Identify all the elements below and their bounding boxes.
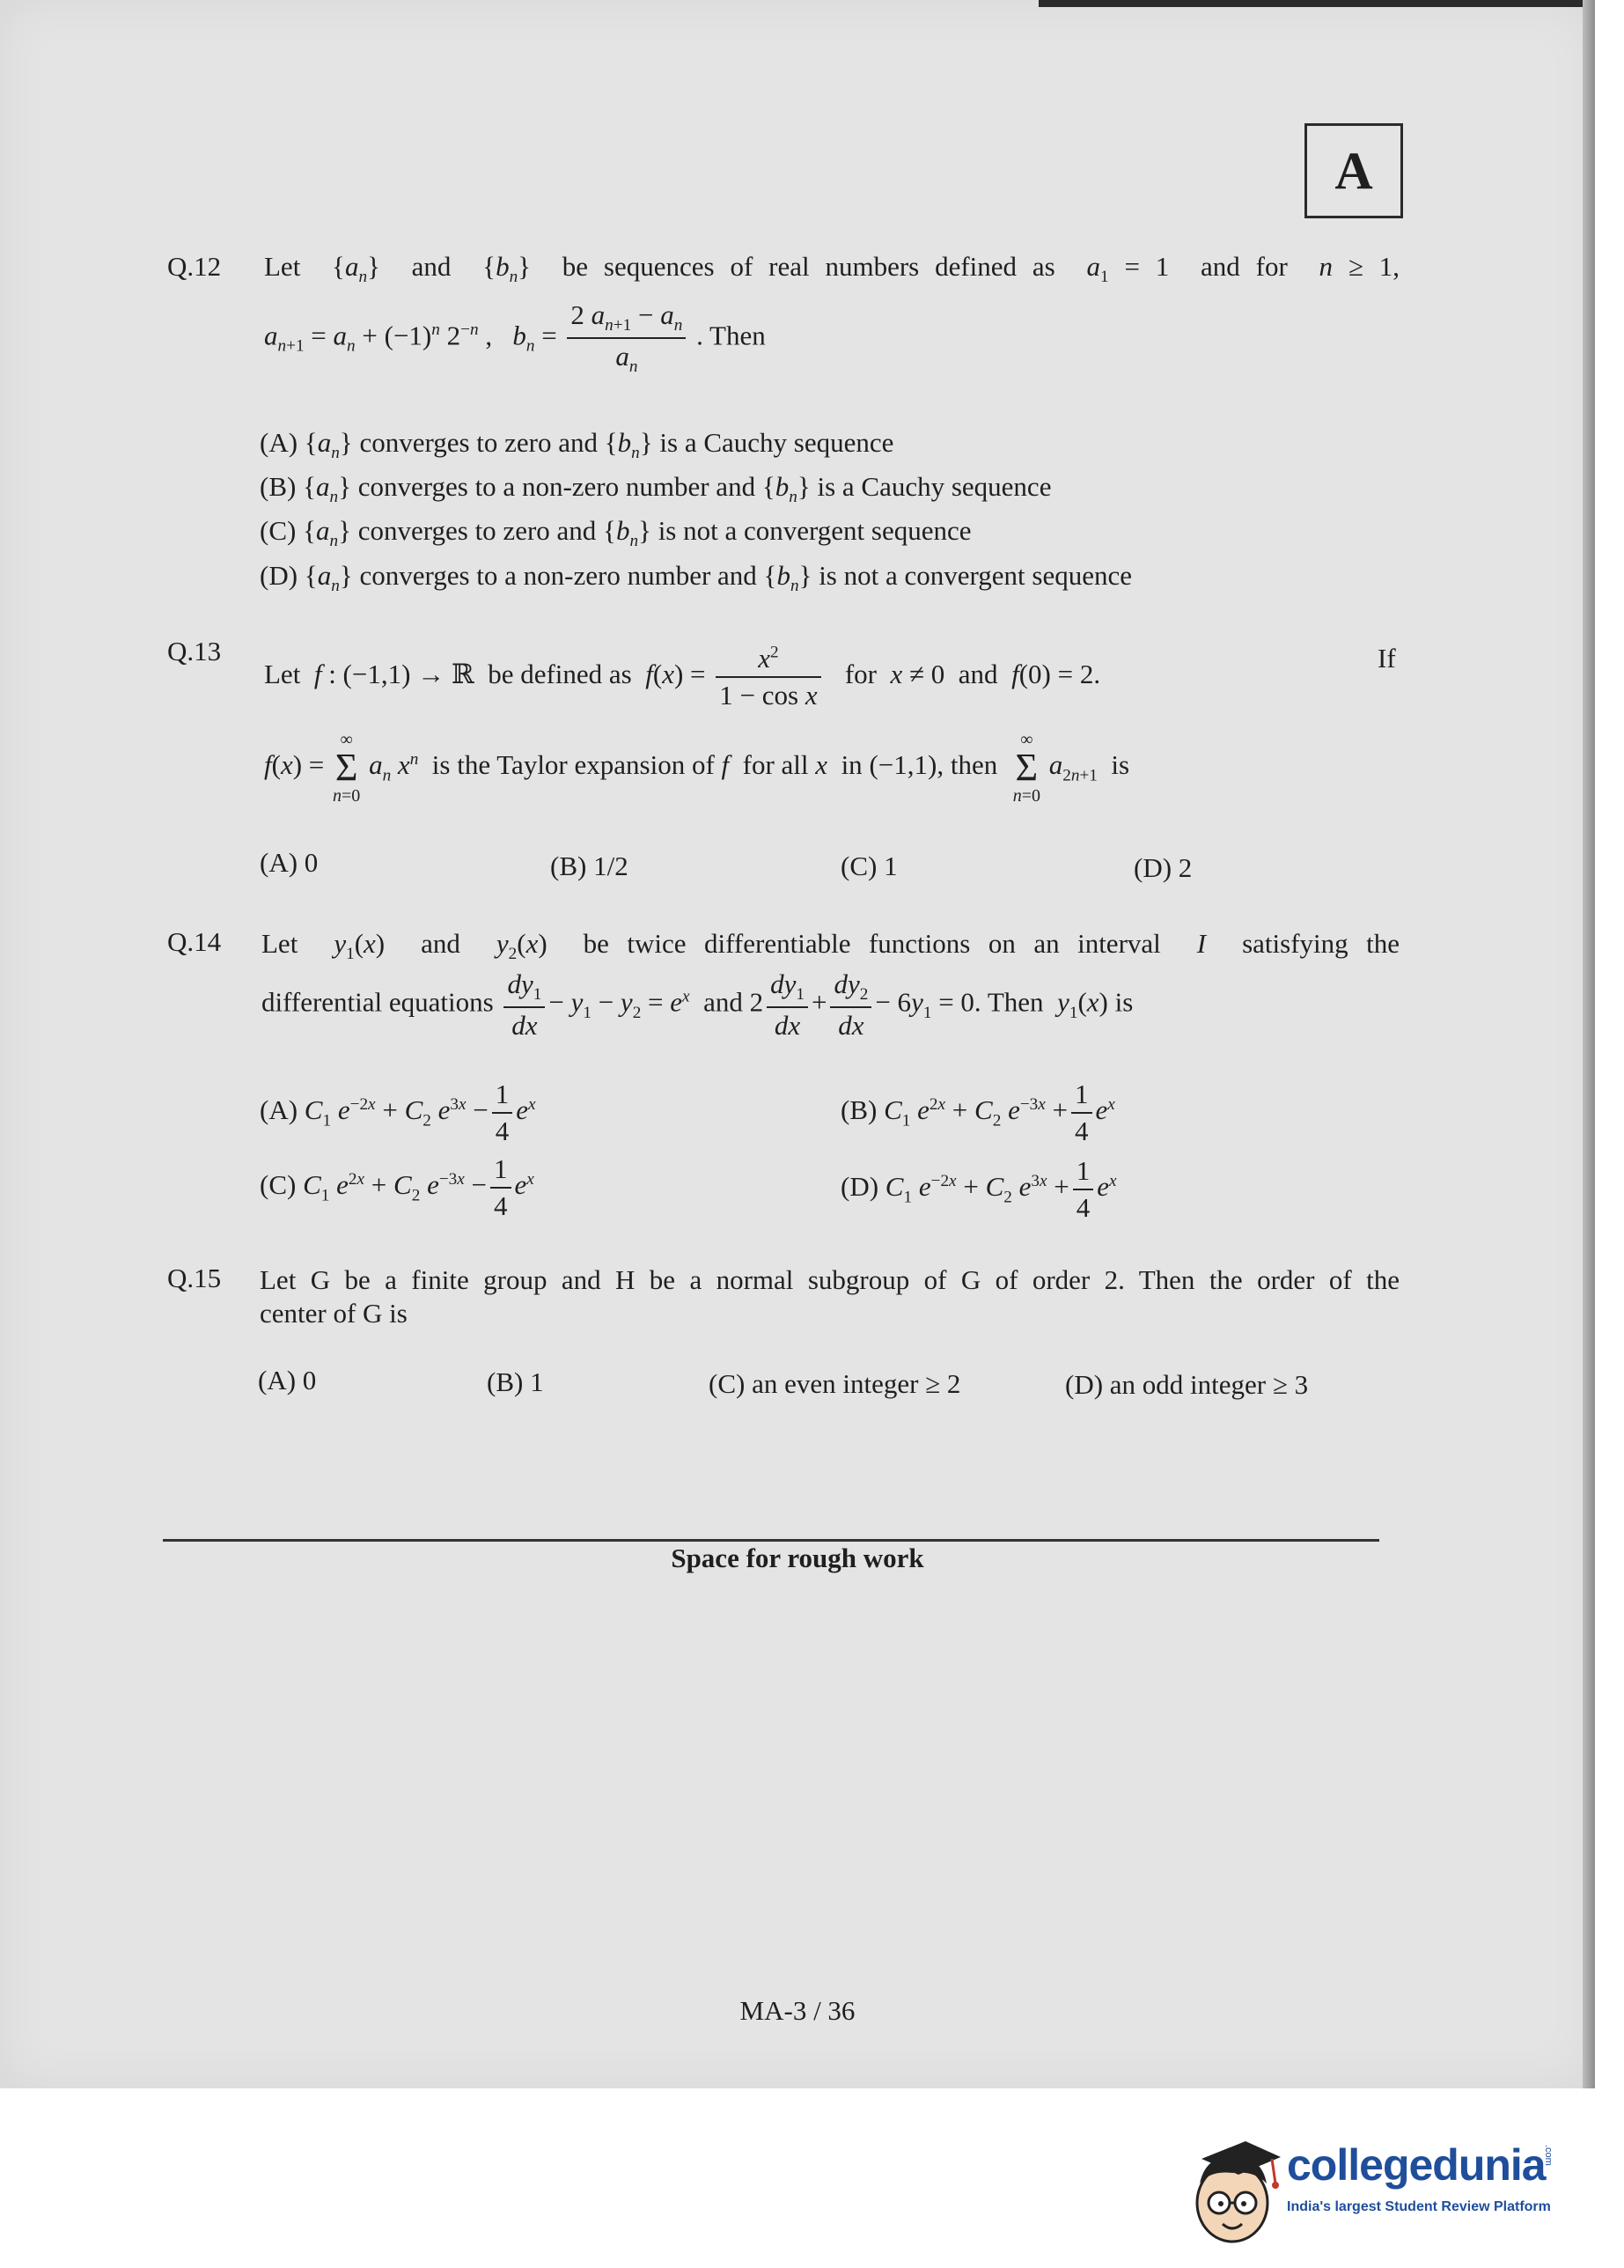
collegedunia-logo <box>1184 2122 1562 2254</box>
page-number: MA-3 / 36 <box>739 1995 856 2026</box>
q13-line1: Let f : (−1,1) → ℝ be defined as f(x) = $\frac{x^2}{\text{1 − cos x}}$ for x ≠ 0 and f(0) = 2. If <box>264 643 1396 711</box>
q14-option-a: (A) $C_1$ $e^{-2x} + C_2$ $e^{3x}$ − $\frac{1}{4}$ $e^x$ <box>260 1079 536 1146</box>
q15-option-c: (C) an even integer ≥ 2 <box>709 1368 961 1399</box>
q13-option-d: (D) 2 <box>1134 852 1193 883</box>
q15-option-a: (A) 0 <box>258 1365 317 1395</box>
q14-option-b: (B) $C_1$ $e^{2x} + C_2$ $e^{-3x}$ + $\frac{1}{4}$ $e^x$ <box>841 1079 1115 1146</box>
rough-work-label: Space for rough work <box>671 1543 924 1573</box>
q13-number: Q.13 <box>167 636 222 666</box>
q15-line2: center of G is <box>260 1298 408 1329</box>
logo-name: collegedunia <box>1287 2140 1546 2190</box>
q14-option-c: (C) $C_1$ $e^{2x} + C_2$ $e^{-3x}$ − $\frac{1}{4}$ $e^x$ <box>260 1153 534 1221</box>
q13-option-a: (A) 0 <box>260 847 319 878</box>
page-right-edge <box>1583 0 1595 2088</box>
q13-option-b: (B) 1/2 <box>550 850 628 881</box>
q12-option-b: (B) $\{a_n\}$ converges to a non-zero number and $\{b_n\}$ is a Cauchy sequence <box>260 471 1052 507</box>
q14-number: Q.14 <box>167 926 222 957</box>
q15-line1: Let G be a finite group and H be a normal subgroup of G of order 2. Then the order of the <box>260 1264 1400 1295</box>
q15-option-d: (D) an odd integer ≥ 3 <box>1065 1369 1309 1400</box>
set-label: A <box>1334 141 1373 200</box>
q13-option-c: (C) 1 <box>841 850 898 881</box>
rough-work-divider <box>163 1539 1379 1542</box>
q13-line2: f(x) = ∞ Σ n=0 $a_n$ $x^n$ is the Taylor expansion of f for all x in (−1,1), then ∞ Σ n=0 $a_{2n+1}$ is <box>264 730 1130 806</box>
question-set-box <box>1304 123 1403 218</box>
q15-number: Q.15 <box>167 1263 222 1293</box>
q12-line2: $a_{n+1} = a_n + (-1)^n$ $2^{-n}$ , $b_n$ = $\frac{2 a_{n+1} - a_n}{a_n}$ . Then <box>264 299 766 377</box>
q12-option-c: (C) $\{a_n\}$ converges to zero and $\{b_n\}$ is not a convergent sequence <box>260 515 972 551</box>
q12-option-a: (A) $\{a_n\}$ converges to zero and $\{b_n\}$ is a Cauchy sequence <box>260 427 894 463</box>
q15-option-b: (B) 1 <box>487 1366 544 1397</box>
q12-number: Q.12 <box>167 251 222 282</box>
q14-option-d: (D) $C_1$ $e^{-2x} + C_2$ $e^{3x}$ + $\frac{1}{4}$ $e^x$ <box>841 1155 1117 1223</box>
q14-line2: differential equations $\frac{dy_1}{dx}$ − $y_1 - y_2 = e^x$ and 2 $\frac{dy_1}{dx}$ + $\frac{dy_2}{dx}$ − $6y_1 = 0$. Then $y_1(x)$ is <box>261 968 1134 1042</box>
q12-line1: Let $\{a_n\}$ and $\{b_n\}$ be sequences of real numbers defined as $a_1 = 1$ and for n ≥ 1, <box>264 251 1400 287</box>
mascot-icon <box>1184 2122 1285 2254</box>
q14-line1: Let $y_1(x)$ and $y_2(x)$ be twice differentiable functions on an interval I satisfying the <box>261 928 1400 964</box>
q12-option-d: (D) $\{a_n\}$ converges to a non-zero number and $\{b_n\}$ is not a convergent sequence <box>260 560 1132 596</box>
logo-tagline: India's largest Student Review Platform <box>1287 2199 1551 2214</box>
logo-suffix: .com <box>1543 2145 1554 2166</box>
page-top-edge <box>1039 0 1595 7</box>
